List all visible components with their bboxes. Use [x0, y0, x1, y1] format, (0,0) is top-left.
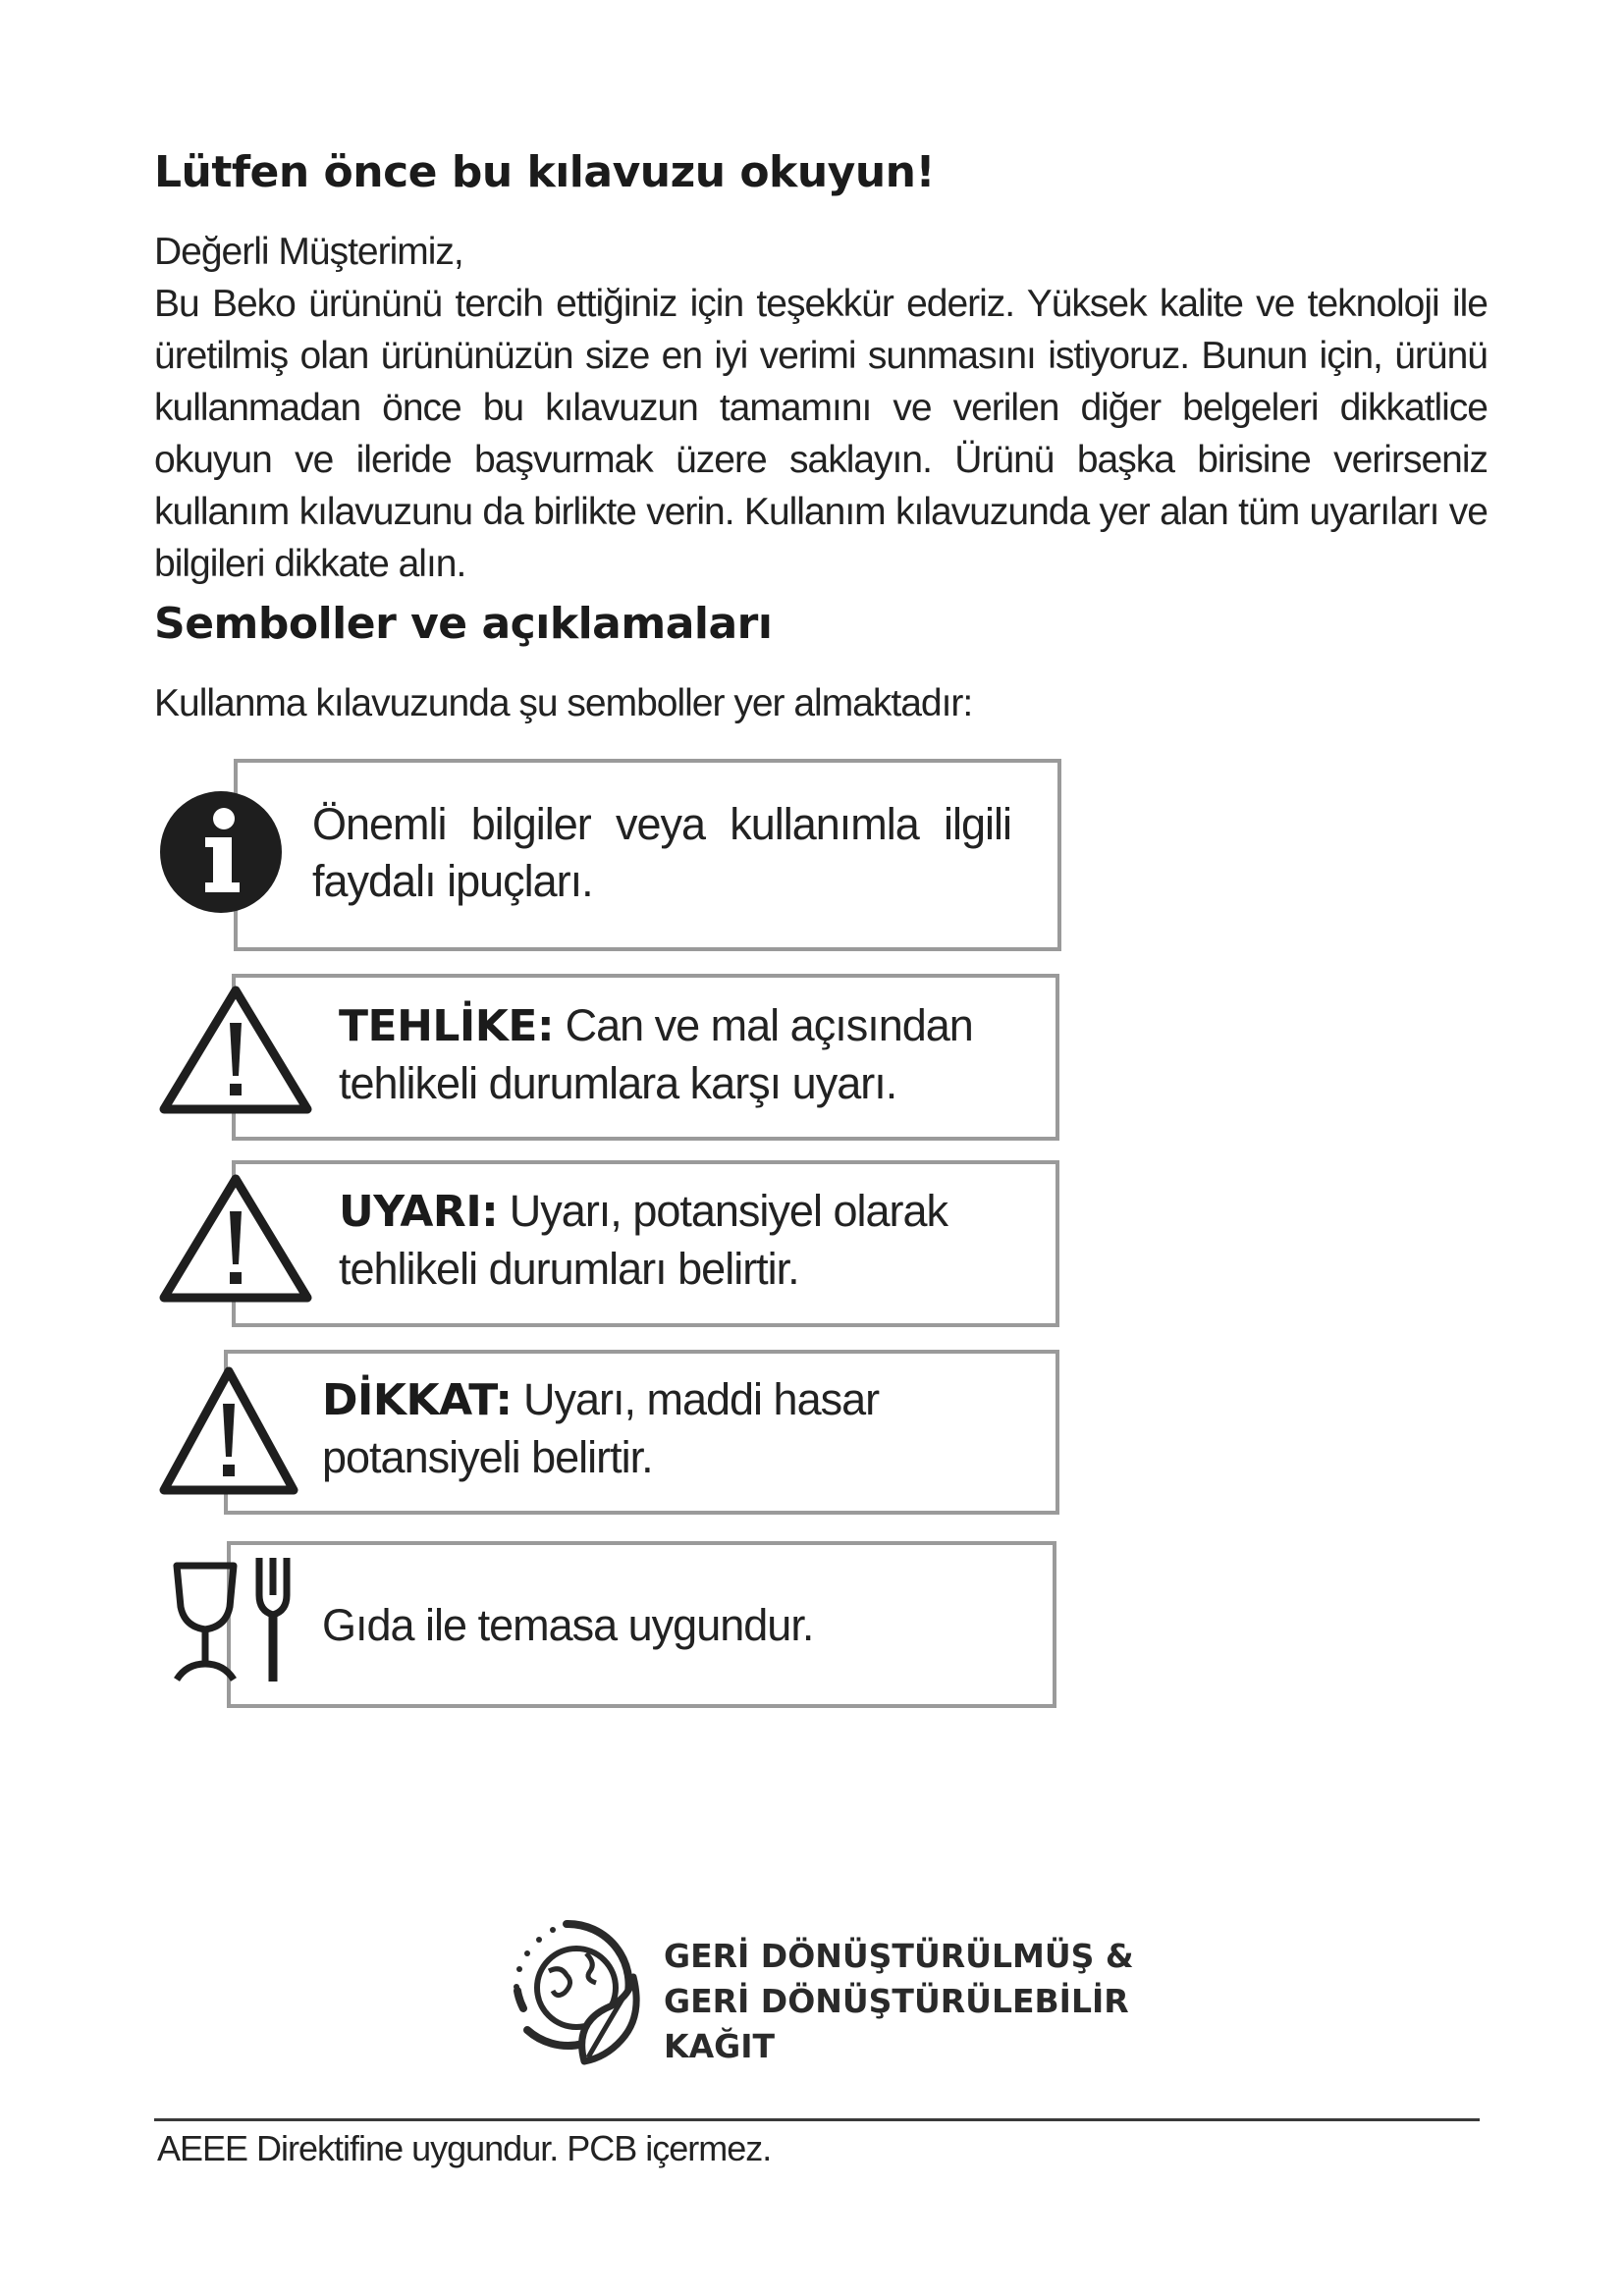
caution-text: DİKKAT: Uyarı, maddi hasar potansiyeli belirtir.: [322, 1374, 880, 1482]
intro-body: Bu Beko ürününü tercih ettiğiniz için teşekkür ederiz. Yüksek kalite ve teknoloji ile üretilmiş olan ürününüzün size en iyi verimi sunmasını istiyoruz. Bunun için, ürünü kullanmadan önce bu kılavuzun tamamını ve verilen diğer belgeleri dikkatlice okuyun ve ileride başvurmak üzere saklayın. Ürünü başka birisine verirseniz kullanım kılavuzunu da birlikte verin. Kullanım kılavuzunda yer alan tüm uyarıları ve bilgileri dikkate alın.: [154, 283, 1488, 585]
recycle-label: [664, 1934, 1134, 2069]
recycle-line-3: KAĞIT: [664, 2027, 775, 2065]
symbols-lead: Kullanma kılavuzunda şu semboller yer almaktadır:: [154, 682, 973, 724]
warning-triangle-icon: [157, 1362, 300, 1496]
info-icon: [157, 788, 285, 916]
greeting: Değerli Müşterimiz,: [154, 231, 463, 273]
symbols-heading: Semboller ve açıklamaları: [154, 599, 773, 649]
warning-triangle-icon: [157, 1170, 314, 1304]
info-text: Önemli bilgiler veya kullanımla ilgili faydalı ipuçları.: [312, 799, 1011, 906]
recycle-line-2: GERİ DÖNÜŞTÜRÜLEBİLİR: [664, 1982, 1129, 2020]
footer-divider: [154, 2118, 1480, 2121]
food-text: Gıda ile temasa uygundur.: [322, 1600, 814, 1650]
danger-text: TEHLİKE: Can ve mal açısından tehlikeli durumlara karşı uyarı.: [339, 1000, 973, 1108]
warning-keyword: UYARI:: [339, 1187, 499, 1237]
intro-text: [154, 226, 1488, 590]
warning-triangle-icon: [157, 982, 314, 1115]
warning-text: UYARI: Uyarı, potansiyel olarak tehlikeli durumları belirtir.: [339, 1186, 948, 1294]
recycled-paper-globe-icon: [506, 1914, 648, 2071]
caution-keyword: DİKKAT:: [322, 1375, 513, 1425]
recycle-line-1: GERİ DÖNÜŞTÜRÜLMÜŞ &: [664, 1937, 1134, 1975]
footer-note: AEEE Direktifine uygundur. PCB içermez.: [157, 2128, 772, 2168]
glass-fork-icon: [169, 1554, 300, 1685]
danger-keyword: TEHLİKE:: [339, 1001, 555, 1051]
page-title: Lütfen önce bu kılavuzu okuyun!: [154, 147, 936, 197]
